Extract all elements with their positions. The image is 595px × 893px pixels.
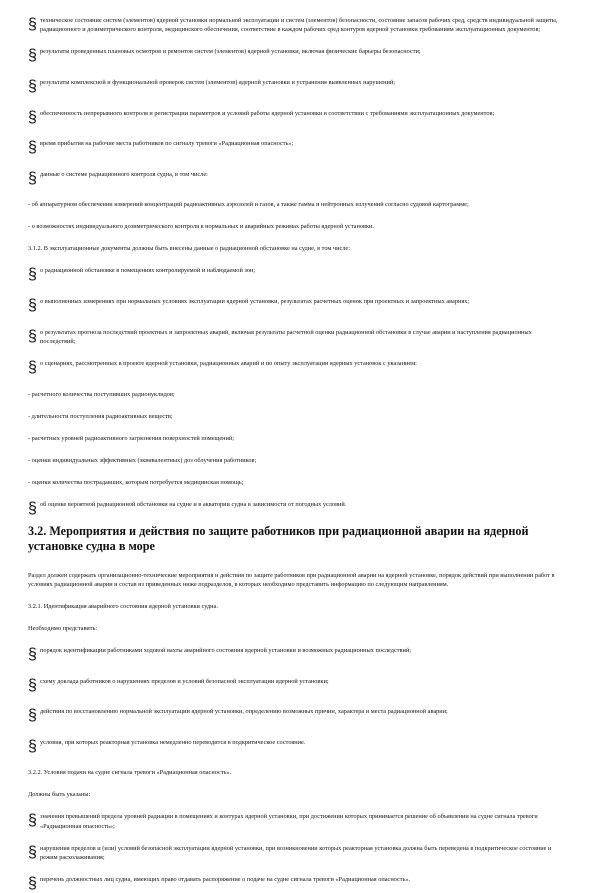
need-label: Необходимо представить: xyxy=(28,624,98,632)
list-item-text: перечень должностных лиц судна, имеющих право отдавать распоряжение о подаче на судне сигнала тревоги «Радиационная опасность». xyxy=(40,876,411,884)
list-item-text: нарушения пределов и (или) условий безопасной эксплуатации ядерной установки, при возникновении которых реакторная установка должна быть переведена в подкритическое состояние и режим расхолаживания; xyxy=(40,844,552,862)
list-item-text: о радиационной обстановке в помещениях контролируемой и наблюдаемой зон; xyxy=(40,267,256,275)
list-item xyxy=(28,812,559,831)
list-item xyxy=(28,16,559,35)
list-item xyxy=(28,139,559,157)
bullet-marker: § xyxy=(28,358,37,376)
list-item xyxy=(28,844,559,863)
bullet-marker: § xyxy=(28,266,37,284)
bullet-marker: § xyxy=(28,327,37,345)
list-item-text: схему доклада работников о нарушениях пределов и условий безопасной эксплуатации ядерной установки; xyxy=(40,677,329,685)
list-item-text: об оценке вероятной радиационной обстановки на судне и в акватории судна в зависимости от погодных условий. xyxy=(40,500,347,508)
list-item-text: о результатах прогноза последствий проектных и запроектных аварий, включая результаты расчетной оценки радиационной обстановки в случае аварии и наступления радиационных последствий; xyxy=(40,328,532,345)
list-item xyxy=(28,170,559,188)
bullet-marker: § xyxy=(28,707,37,725)
bullet-marker: § xyxy=(28,139,37,157)
list-item-text: обеспеченность непрерывного контроля и регистрации параметров и условий работы ядерной установки в соответствии с требованиями эксплуатационных документов; xyxy=(40,109,495,117)
section-heading: 3.2. Мероприятия и действия по защите работников при радиационной аварии на ядерной установке судна в море xyxy=(28,523,529,554)
bullet-marker: § xyxy=(28,108,37,126)
bullet-marker: § xyxy=(28,843,37,861)
list-item xyxy=(28,677,559,695)
list-item xyxy=(28,78,559,96)
list-item-text: условия, при которых реакторная установка немедленно переводится в подкритическое состояние. xyxy=(40,738,306,746)
list-item xyxy=(28,328,559,347)
must-label: Должны быть указаны: xyxy=(28,791,91,799)
bullet-list-3-1-2 xyxy=(28,266,559,377)
paragraph-3-1-2: 3.1.2. В эксплуатационные документы должны быть внесены данные о радиационной обстановке на судне, в том числе: xyxy=(28,245,350,253)
bullet-marker: § xyxy=(28,169,37,187)
list-item-text: результаты проведенных плановых осмотров и ремонтов систем (элементов) ядерной установки, включая физические барьеры безопасности; xyxy=(40,48,421,56)
list-item xyxy=(28,646,559,664)
dash-item: - о возможностях индивидуального дозиметрического контроля в нормальных и аварийных режимах работы ядерной установки. xyxy=(28,223,374,231)
bullet-marker: § xyxy=(28,47,37,65)
dash-item: - длительности поступления радиоактивных веществ; xyxy=(28,412,173,420)
list-item-text: техническое состояние систем (элементов) ядерной установки нормальной эксплуатации и систем (элементов) безопасности, состояние запасов рабочих сред, средств индивидуальной защиты, радиационного и дозиметрического контроля, медицинского обеспечения, соответствие в каждом рабочих сред контуров ядерной установки требованиям эксплуатационных документов; xyxy=(40,17,558,34)
dash-item: - расчетного количества поступивших радионуклидов; xyxy=(28,390,175,398)
list-item-text: действия по восстановлению нормальной эксплуатации ядерной установки, определению возможных причин, характера и места радиационной аварии; xyxy=(40,708,448,716)
list-item xyxy=(28,707,559,725)
dash-item: - оценки индивидуальных эффективных (эквивалентных) доз облучения работников; xyxy=(28,456,257,464)
dash-item: - оценки количества пострадавших, которым потребуется медицинская помощь; xyxy=(28,478,244,486)
top-bullet-list xyxy=(28,16,559,188)
list-item-text: значения превышений предела уровней радиации в помещениях и контурах ядерной установки, при достижении которых принимается решение об объявлении на судне сигнала тревоги «Радиационная опасность»; xyxy=(40,813,538,830)
list-item-text: о сценариях, рассмотренных в проекте ядерной установки, радиационных аварий и по опыту эксплуатации ядерных установок с указанием: xyxy=(40,359,417,367)
list-item xyxy=(28,266,559,284)
bullet-marker: § xyxy=(28,499,37,517)
list-item-text: данные о системе радиационного контроля судна, в том числе: xyxy=(40,170,208,178)
bullet-marker: § xyxy=(28,737,37,755)
intro-paragraph: Раздел должен содержать организационно-технические мероприятия и действия по защите работников при радиационной аварии на ядерной установке, порядок действий при выполнении работ в условиях радиационной аварии и состав из приведенных ниже подразделов, в которых необходимо представить информацию по следующим направлениям. xyxy=(28,571,555,588)
bullet-marker: § xyxy=(28,676,37,694)
list-item xyxy=(28,500,559,518)
list-item-text: о выполненных измерениях при нормальных условиях эксплуатации ядерной установки, результатах расчетных оценок при проектных и запроектных авариях; xyxy=(40,297,470,305)
list-item xyxy=(28,875,559,893)
dash-item: - об аппаратурном обеспечении измерений концентраций радиоактивных аэрозолей и газов, а также гамма и нейтронных излучений согласно судовой картограмме; xyxy=(28,201,469,209)
list-item xyxy=(28,109,559,127)
list-item xyxy=(28,738,559,756)
bullet-marker: § xyxy=(28,812,37,830)
bullet-list-3-2-2 xyxy=(28,812,559,893)
list-item-text: порядок идентификации работниками ходовой вахты аварийного состояния ядерной установки и возможных радиационных последствий; xyxy=(40,646,411,654)
bullet-marker: § xyxy=(28,296,37,314)
list-item xyxy=(28,47,559,65)
list-item xyxy=(28,359,559,377)
bullet-marker: § xyxy=(28,645,37,663)
bullet-marker: § xyxy=(28,16,37,33)
list-item xyxy=(28,297,559,315)
paragraph-3-2-1: 3.2.1. Идентификация аварийного состояния ядерной установки судна. xyxy=(28,602,218,610)
list-item-text: время прибытия на рабочие места работников по сигналу тревоги «Радиационная опасность»; xyxy=(40,140,294,148)
list-item-text: результаты комплексной и функциональной проверок систем (элементов) ядерной установки и устранения выявленных нарушений; xyxy=(40,79,396,86)
dash-item: - расчетных уровней радиоактивного загрязнения поверхностей помещений; xyxy=(28,434,235,442)
bullet-marker: § xyxy=(28,78,37,95)
paragraph-3-2-2: 3.2.2. Условия подачи на судне сигнала тревоги «Радиационная опасность». xyxy=(28,769,232,777)
bullet-list-3-2-1 xyxy=(28,646,559,756)
bullet-marker: § xyxy=(28,875,37,893)
